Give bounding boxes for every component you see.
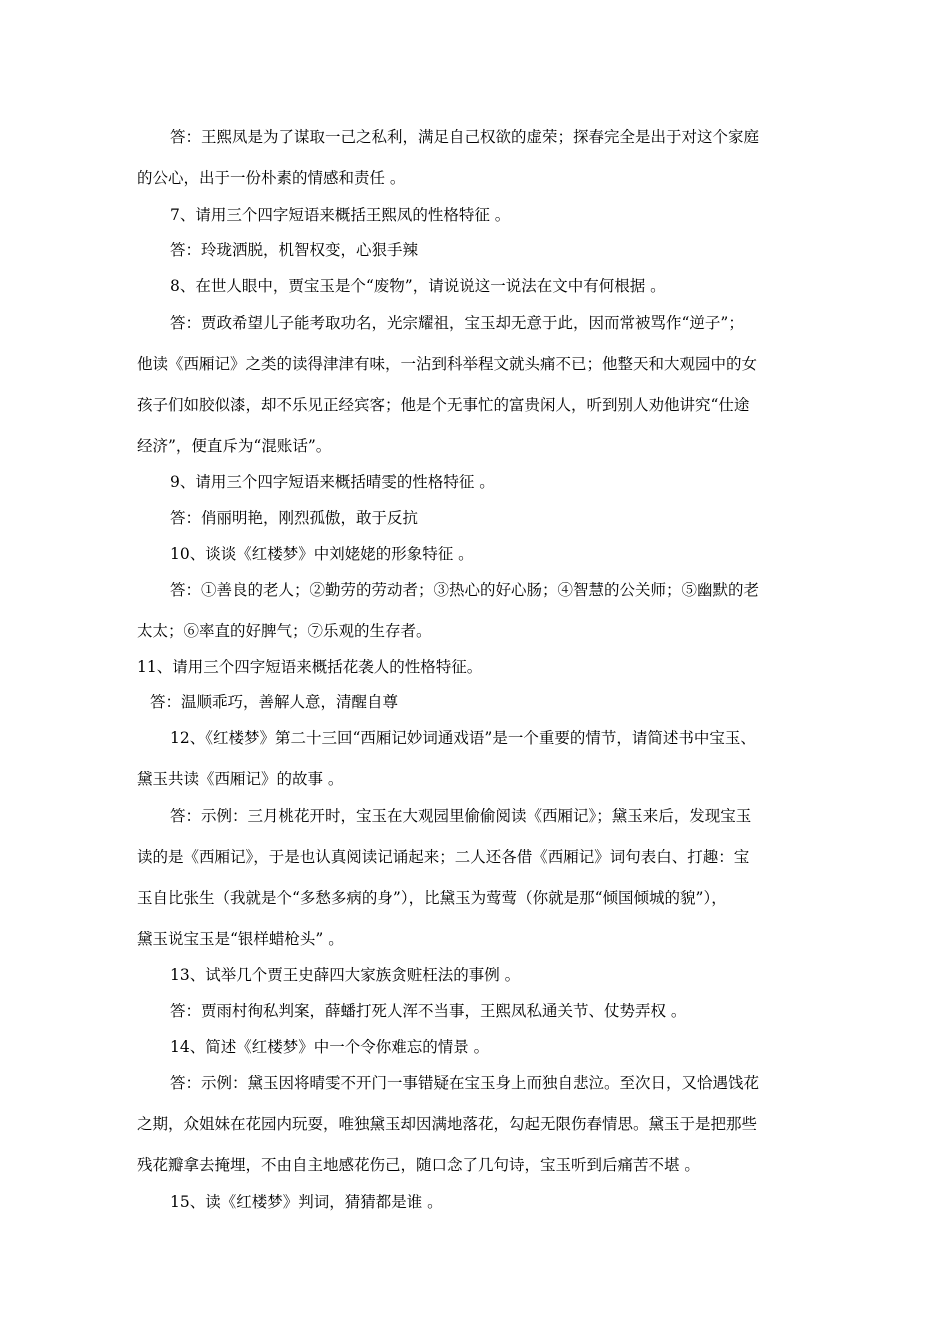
answer-12-line-1: 答：示例：三月桃花开时，宝玉在大观园里偷偷阅读《西厢记》；黛玉来后，发现宝玉: [170, 807, 752, 825]
question-8: 8、在世人眼中，贾宝玉是个“废物”，请说说这一说法在文中有何根据 。: [170, 277, 666, 295]
answer-6-line-2: 的公心，出于一份朴素的情感和责任 。: [137, 169, 406, 187]
answer-14-line-1: 答：示例：黛玉因将晴雯不开门一事错疑在宝玉身上而独自悲泣。至次日，又恰遇饯花: [170, 1074, 760, 1092]
answer-8-line-3: 孩子们如胶似漆，却不乐见正经宾客；他是个无事忙的富贵闲人，听到别人劝他讲究“仕途: [137, 396, 750, 414]
answer-12-line-3: 玉自比张生（我就是个“多愁多病的身”），比黛玉为莺莺（你就是那“倾国倾城的貌”），: [137, 889, 727, 907]
question-14: 14、简述《红楼梦》中一个令你难忘的情景 。: [170, 1038, 490, 1056]
answer-10-line-1: 答：①善良的老人；②勤劳的劳动者；③热心的好心肠；④智慧的公关师；⑤幽默的老: [170, 581, 760, 599]
answer-8-line-2: 他读《西厢记》之类的读得津津有味，一沾到科举程文就头痛不已；他整天和大观园中的女: [137, 355, 758, 373]
answer-14-line-2: 之期，众姐妹在花园内玩耍，唯独黛玉却因满地落花，勾起无限伤春情思。黛玉于是把那些: [137, 1115, 758, 1133]
question-12-line-1: 12、《红楼梦》第二十三回“西厢记妙词通戏语”是一个重要的情节，请简述书中宝玉、: [170, 729, 756, 747]
answer-7: 答：玲珑洒脱，机智权变，心狠手辣: [170, 241, 419, 259]
answer-12-line-2: 读的是《西厢记》，于是也认真阅读记诵起来；二人还各借《西厢记》词句表白、打趣：宝: [137, 848, 750, 866]
answer-9: 答：俏丽明艳，刚烈孤傲，敢于反抗: [170, 509, 419, 527]
question-7: 7、请用三个四字短语来概括王熙凤的性格特征 。: [170, 206, 511, 224]
answer-6-line-1: 答：王熙凤是为了谋取一己之私利，满足自己权欲的虚荣；探春完全是出于对这个家庭: [170, 128, 760, 146]
question-11: 11、请用三个四字短语来概括花袭人的性格特征。: [137, 658, 483, 676]
answer-12-line-4: 黛玉说宝玉是“银样蜡枪头” 。: [137, 930, 344, 948]
question-10: 10、谈谈《红楼梦》中刘姥姥的形象特征 。: [170, 545, 474, 563]
answer-10-line-2: 太太；⑥率直的好脾气；⑦乐观的生存者。: [137, 622, 432, 640]
answer-11: 答：温顺乖巧，善解人意，清醒自尊: [150, 693, 399, 711]
question-15: 15、读《红楼梦》判词，猜猜都是谁 。: [170, 1193, 443, 1211]
answer-14-line-3: 残花瓣拿去掩埋，不由自主地感花伤己，随口念了几句诗，宝玉听到后痛苦不堪 。: [137, 1156, 700, 1174]
question-13: 13、试举几个贾王史薛四大家族贪赃枉法的事例 。: [170, 966, 521, 984]
question-9: 9、请用三个四字短语来概括晴雯的性格特征 。: [170, 473, 495, 491]
answer-13: 答：贾雨村徇私判案，薛蟠打死人浑不当事，王熙凤私通关节、仗势弄权 。: [170, 1002, 687, 1020]
question-12-line-2: 黛玉共读《西厢记》的故事 。: [137, 770, 344, 788]
answer-8-line-4: 经济”，便直斥为“混账话”。: [137, 437, 332, 455]
answer-8-line-1: 答：贾政希望儿子能考取功名，光宗耀祖，宝玉却无意于此，因而常被骂作“逆子”；: [170, 314, 744, 332]
